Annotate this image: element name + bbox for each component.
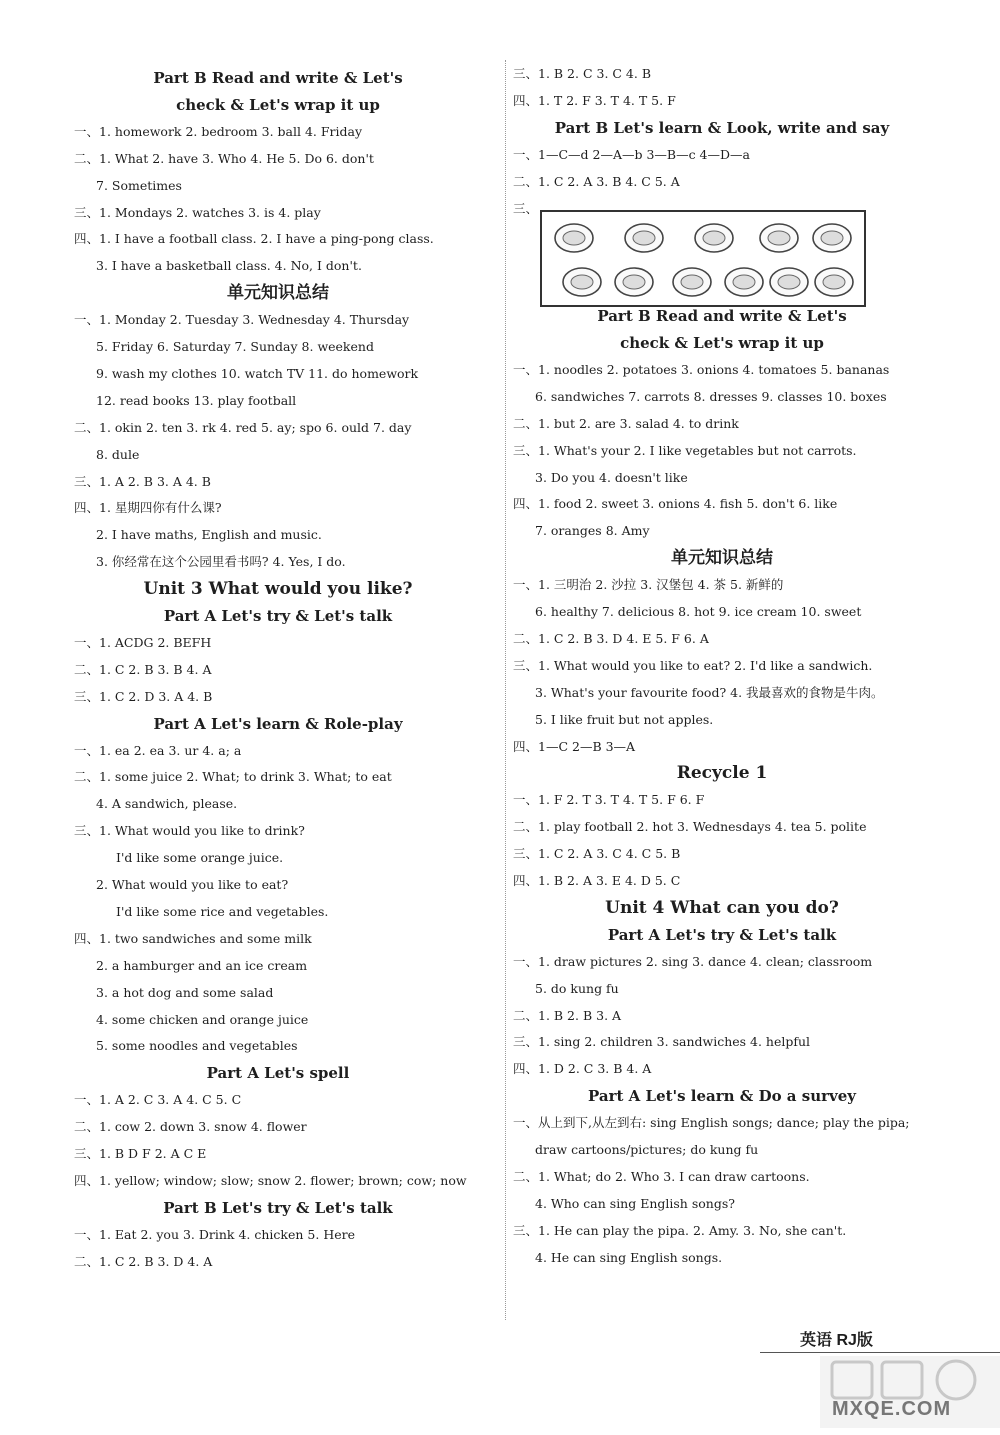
juice-icon <box>612 262 656 300</box>
answer-line: 8. dule <box>96 446 140 462</box>
answer-line: 3. I have a basketball class. 4. No, I don't. <box>96 258 362 274</box>
answer-line: 二、1. some juice 2. What; to drink 3. What; to eat <box>74 769 392 785</box>
answer-line: 一、1. homework 2. bedroom 3. ball 4. Friday <box>74 123 363 139</box>
answer-line: 四、1. food 2. sweet 3. onions 4. fish 5. don't 6. like <box>513 496 838 512</box>
part-heading: Part B Read and write & Let's <box>153 69 403 87</box>
answer-line: 7. oranges 8. Amy <box>535 523 650 539</box>
answer-line: 5. do kung fu <box>535 980 619 996</box>
food-picture-box <box>540 210 866 307</box>
answer-line: 3. 你经常在这个公园里看书吗? 4. Yes, I do. <box>96 554 346 570</box>
answer-line: 三、1. What's your 2. I like vegetables but not carrots. <box>513 442 857 458</box>
answer-line: 三、1. C 2. D 3. A 4. B <box>74 688 213 704</box>
answer-line: 二、1. C 2. B 3. D 4. A <box>74 1253 213 1269</box>
answer-line: 4. He can sing English songs. <box>535 1249 723 1265</box>
answer-line: 一、1. ACDG 2. BEFH <box>74 634 212 650</box>
answer-line: 7. Sometimes <box>96 177 182 193</box>
answer-line: 3. What's your favourite food? 4. 我最喜欢的食物是牛肉。 <box>535 684 884 700</box>
section-title: Unit 3 What would you like? <box>143 579 413 600</box>
answer-line: I'd like some rice and vegetables. <box>116 903 329 919</box>
answer-line: 2. I have maths, English and music. <box>96 527 322 543</box>
answer-line: 5. some noodles and vegetables <box>96 1038 298 1054</box>
answer-line: 一、1. noodles 2. potatoes 3. onions 4. tomatoes 5. bananas <box>513 361 890 377</box>
answer-line: 三、1. He can play the pipa. 2. Amy. 3. No, she can't. <box>513 1222 847 1238</box>
answer-line: 2. a hamburger and an ice cream <box>96 957 308 973</box>
answer-line: 三、1. B D F 2. A C E <box>74 1146 207 1161</box>
part-heading: Part B Let's try & Let's talk <box>163 1198 393 1217</box>
answer-line: 二、1. okin 2. ten 3. rk 4. red 5. ay; spo 6. ould 7. day <box>74 419 412 435</box>
answer-line: 二、1. What; do 2. Who 3. I can draw cartoons. <box>513 1168 810 1184</box>
answer-line: 3. a hot dog and some salad <box>96 984 274 1000</box>
answer-line: 三、1. sing 2. children 3. sandwiches 4. helpful <box>513 1034 811 1050</box>
answer-line: 二、1. C 2. B 3. B 4. A <box>74 661 212 677</box>
answer-line: 二、1. play football 2. hot 3. Wednesdays 4. tea 5. polite <box>513 819 867 835</box>
answer-line: 四、1. yellow; window; slow; snow 2. flower; brown; cow; now <box>74 1172 467 1188</box>
answer-line: 4. some chicken and orange juice <box>96 1011 309 1027</box>
answer-line: 四、1. I have a football class. 2. I have a ping-pong class. <box>74 231 434 247</box>
answer-line: I'd like some orange juice. <box>116 850 284 866</box>
answer-line: 三、1. What would you like to drink? <box>74 823 305 839</box>
part-heading: Part A Let's learn & Role-play <box>153 714 403 733</box>
fish-icon <box>622 218 666 256</box>
answer-line: 三、1. A 2. B 3. A 4. B <box>74 473 211 489</box>
soup-icon <box>810 218 854 256</box>
answer-line: 四、1—C 2—B 3—A <box>513 738 636 754</box>
answer-line: 4. A sandwich, please. <box>96 796 238 812</box>
answer-line: 三、1. C 2. A 3. C 4. C 5. B <box>513 846 681 862</box>
answer-line: 3. Do you 4. doesn't like <box>535 469 688 485</box>
answer-line: draw cartoons/pictures; do kung fu <box>535 1142 759 1157</box>
section-title: Unit 4 What can you do? <box>605 897 839 918</box>
milk-icon <box>560 262 604 300</box>
answer-line: 四、1. D 2. C 3. B 4. A <box>513 1061 652 1077</box>
answer-line: 一、1. F 2. T 3. T 4. T 5. F 6. F <box>513 792 705 808</box>
part-heading: Part A Let's spell <box>206 1064 350 1083</box>
answer-line: 三、1. B 2. C 3. C 4. B <box>513 66 652 81</box>
answer-line: 一、1. A 2. C 3. A 4. C 5. C <box>74 1092 242 1108</box>
bread-icon <box>757 218 801 256</box>
left-column <box>0 0 500 1330</box>
answer-line: 5. I like fruit but not apples. <box>535 711 714 727</box>
answer-line: 三、1. Mondays 2. watches 3. is 4. play <box>74 204 321 220</box>
part-heading: Part B Read and write & Let's <box>597 307 847 326</box>
answer-line: 二、1. C 2. B 3. D 4. E 5. F 6. A <box>513 630 709 646</box>
answer-line: 三、1. What would you like to eat? 2. I'd like a sandwich. <box>513 657 873 673</box>
part-heading: check & Let's wrap it up <box>176 95 380 114</box>
answer-line: 6. sandwiches 7. carrots 8. dresses 9. classes 10. boxes <box>535 388 887 404</box>
answer-line: 9. wash my clothes 10. watch TV 11. do homework <box>96 365 419 381</box>
answer-line: 一、1—C—d 2—A—b 3—B—c 4—D—a <box>513 146 750 162</box>
part-heading: Part A Let's learn & Do a survey <box>588 1087 856 1106</box>
section-title: Recycle 1 <box>676 763 768 784</box>
answer-line: 四、1. two sandwiches and some milk <box>74 930 312 946</box>
section-title: 单元知识总结 <box>671 548 773 569</box>
answer-line: 一、1. Monday 2. Tuesday 3. Wednesday 4. Thursday <box>74 312 410 328</box>
answer-line: 二、1. B 2. B 3. A <box>513 1007 622 1023</box>
section-title: 单元知识总结 <box>227 283 329 304</box>
right-column <box>505 0 1000 1330</box>
answer-line: 一、1. 三明治 2. 沙拉 3. 汉堡包 4. 茶 5. 新鲜的 <box>513 577 784 593</box>
watermark-url: MXQE.COM <box>832 1398 952 1420</box>
answer-line: 二、1. but 2. are 3. salad 4. to drink <box>513 415 739 431</box>
answer-line: 一、1. Eat 2. you 3. Drink 4. chicken 5. Here <box>74 1226 355 1242</box>
answer-line: 12. read books 13. play football <box>96 392 297 408</box>
answer-line: 一、1. draw pictures 2. sing 3. dance 4. clean; classroom <box>513 953 873 969</box>
answer-line: 4. Who can sing English songs? <box>535 1195 735 1211</box>
answer-line: 二、1. cow 2. down 3. snow 4. flower <box>74 1119 307 1135</box>
chicken-icon <box>552 218 596 256</box>
subject-edition-label: 英语 RJ版 <box>800 1332 873 1349</box>
part-heading: Part A Let's try & Let's talk <box>163 607 393 625</box>
footer-rule <box>760 1352 1000 1353</box>
answer-line: 四、1. B 2. A 3. E 4. D 5. C <box>513 873 681 888</box>
answer-line: 二、1. What 2. have 3. Who 4. He 5. Do 6. don't <box>74 150 374 166</box>
answer-line: 四、1. 星期四你有什么课? <box>74 500 222 516</box>
salad-icon <box>692 218 736 256</box>
answer-line: 2. What would you like to eat? <box>96 877 289 892</box>
answer-line: 一、从上到下,从左到右: sing English songs; dance; play the pipa; <box>513 1115 910 1131</box>
part-heading: check & Let's wrap it up <box>620 334 824 352</box>
answer-line: 5. Friday 6. Saturday 7. Sunday 8. weekend <box>96 339 374 354</box>
part-heading: Part A Let's try & Let's talk <box>607 925 837 944</box>
part-heading: Part B Let's learn & Look, write and say <box>554 118 890 137</box>
noodles-icon <box>670 262 714 300</box>
answer-line: 四、1. T 2. F 3. T 4. T 5. F <box>513 92 676 108</box>
answer-line: 6. healthy 7. delicious 8. hot 9. ice cream 10. sweet <box>535 604 862 619</box>
answer-line: 三、 <box>513 200 539 216</box>
answer-line: 二、1. C 2. A 3. B 4. C 5. A <box>513 173 680 189</box>
sandwich-icon <box>722 262 766 300</box>
tea-icon <box>767 262 811 300</box>
hamburger-icon <box>812 262 856 300</box>
answer-line: 一、1. ea 2. ea 3. ur 4. a; a <box>74 742 242 758</box>
